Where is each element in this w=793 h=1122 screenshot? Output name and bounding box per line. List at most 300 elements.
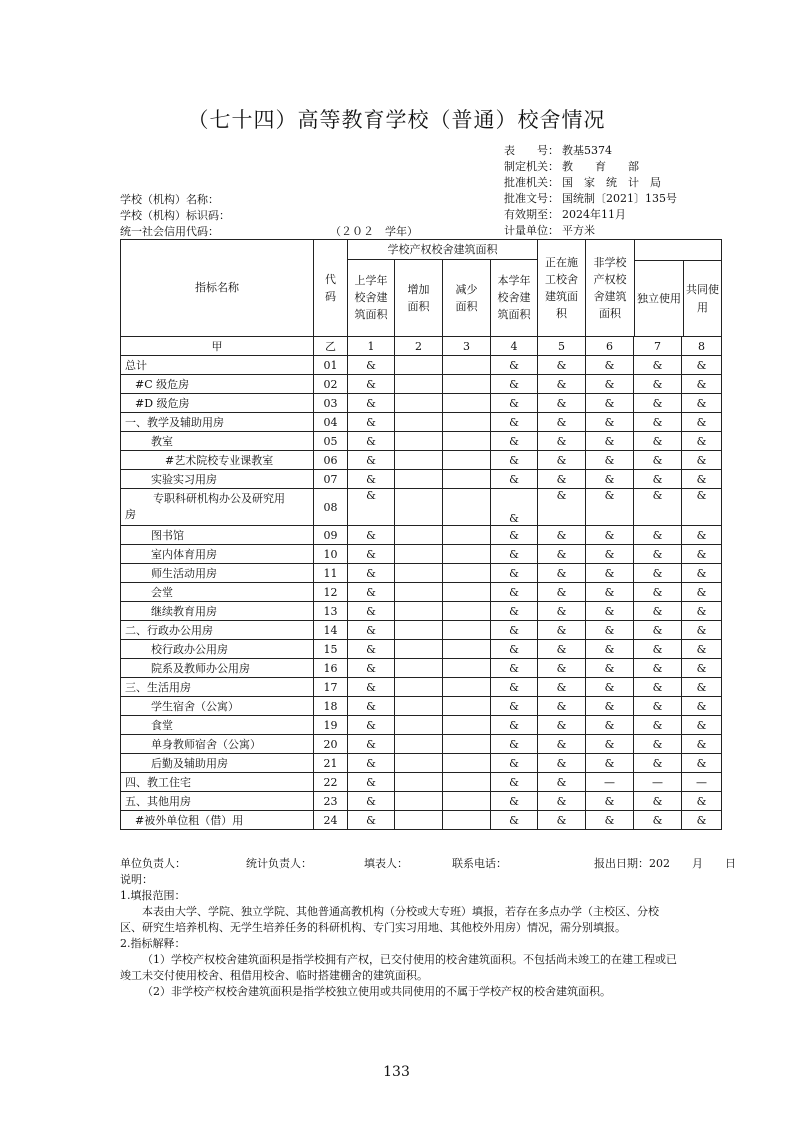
header-owned-area: 学校产权校舍建筑面积: [348, 240, 538, 260]
row-cell-c2: [395, 602, 443, 621]
row-cell-c2: [395, 697, 443, 716]
table-row: [121, 735, 722, 754]
notes-n2-a: （1）学校产权校舍建筑面积是指学校拥有产权，已交付使用的校舍建筑面积。不包括尚未竣工的在建工程或已竣工未交付使用校舍、租借用校舍、临时搭建棚舍的建筑面积。: [120, 953, 677, 982]
table-row: [121, 754, 722, 773]
row-cell-c4: &: [491, 451, 538, 470]
row-cell-c8: &: [682, 470, 722, 489]
header-col5: 正在施工校舍建筑面积: [538, 240, 586, 337]
row-cell-c7: &: [634, 375, 682, 394]
row-code: 12: [314, 583, 348, 602]
row-code: 13: [314, 602, 348, 621]
row-code: 16: [314, 659, 348, 678]
row-name: 二、行政办公用房: [121, 621, 314, 640]
footer-filler: 填表人：: [364, 857, 408, 870]
row-cell-c1: &: [348, 735, 395, 754]
page-title: （七十四）高等教育学校（普通）校舍情况: [187, 108, 606, 132]
row-cell-c8: &: [682, 356, 722, 375]
row-cell-c1: &: [348, 489, 395, 526]
row-cell-c5: &: [538, 451, 586, 470]
header-col1: 上学年校舍建筑面积: [348, 260, 395, 337]
row-cell-c3: [443, 659, 491, 678]
meta-approver: 批准机关： 国 家 统 计 局: [504, 176, 661, 189]
school-id-label: 学校（机构）标识码：: [120, 209, 230, 222]
row-cell-c3: [443, 621, 491, 640]
credit-code-label: 统一社会信用代码：: [120, 225, 219, 238]
row-cell-c2: [395, 621, 443, 640]
row-cell-c1: &: [348, 526, 395, 545]
row-cell-c4: &: [491, 356, 538, 375]
row-name: 食堂: [121, 716, 314, 735]
row-code: 15: [314, 640, 348, 659]
school-name-label: 学校（机构）名称：: [120, 193, 219, 206]
table-row: [121, 659, 722, 678]
row-cell-c8: &: [682, 564, 722, 583]
row-cell-c7: &: [634, 470, 682, 489]
row-cell-c6: &: [586, 526, 634, 545]
row-cell-c7: &: [634, 413, 682, 432]
row-cell-c3: [443, 375, 491, 394]
row-cell-c8: &: [682, 754, 722, 773]
table-row: [121, 773, 722, 792]
row-cell-c7: &: [634, 621, 682, 640]
row-cell-c3: [443, 716, 491, 735]
row-name: 实验实习用房: [121, 470, 314, 489]
row-cell-c8: &: [682, 697, 722, 716]
footer-stat-head: 统计负责人：: [246, 857, 312, 870]
row-code: 11: [314, 564, 348, 583]
meta-form-number: 表 号： 教基5374: [504, 144, 612, 157]
row-cell-c8: &: [682, 413, 722, 432]
table-row: [121, 811, 722, 830]
row-cell-c3: [443, 432, 491, 451]
row-cell-c3: [443, 356, 491, 375]
header-non-owned: 非学校产权校舍建筑面积 独立使用 共同使用: [586, 240, 722, 337]
row-code: 02: [314, 375, 348, 394]
row-code: 07: [314, 470, 348, 489]
table-row: [121, 792, 722, 811]
row-code: 19: [314, 716, 348, 735]
row-cell-c5: &: [538, 356, 586, 375]
table-row: [121, 375, 722, 394]
row-cell-c7: &: [634, 659, 682, 678]
header-indicator-name: 指标名称: [121, 240, 314, 337]
footer-date: 报出日期：202 月 日: [594, 857, 736, 870]
header-col3: 减少面积: [443, 260, 491, 337]
row-cell-c8: &: [682, 583, 722, 602]
row-code: 24: [314, 811, 348, 830]
row-cell-c4: &: [491, 678, 538, 697]
row-cell-c1: &: [348, 394, 395, 413]
table-row: [121, 432, 722, 451]
row-cell-c6: &: [586, 583, 634, 602]
footer-unit-head: 单位负责人：: [120, 857, 186, 870]
table-row: [121, 602, 722, 621]
row-cell-c7: &: [634, 583, 682, 602]
row-cell-c3: [443, 451, 491, 470]
row-code: 04: [314, 413, 348, 432]
row-cell-c8: &: [682, 526, 722, 545]
row-cell-c6: &: [586, 716, 634, 735]
row-cell-c2: [395, 754, 443, 773]
row-cell-c8: &: [682, 394, 722, 413]
row-cell-c4: &: [491, 583, 538, 602]
row-name: 师生活动用房: [121, 564, 314, 583]
header-shared: 共同使用: [686, 282, 720, 314]
row-cell-c4: &: [491, 413, 538, 432]
row-cell-c8: &: [682, 716, 722, 735]
row-name: 一、教学及辅助用房: [121, 413, 314, 432]
row-cell-c7: &: [634, 792, 682, 811]
row-cell-c2: [395, 792, 443, 811]
row-cell-c4: &: [491, 621, 538, 640]
row-cell-c4: &: [491, 375, 538, 394]
row-cell-c7: &: [634, 489, 682, 526]
header-col4: 本学年校舍建筑面积: [491, 260, 538, 337]
row-cell-c3: [443, 583, 491, 602]
row-cell-c8: &: [682, 602, 722, 621]
row-cell-c5: &: [538, 735, 586, 754]
row-name: #被外单位租（借）用: [121, 811, 314, 830]
row-cell-c5: &: [538, 697, 586, 716]
row-cell-c8: &: [682, 621, 722, 640]
row-name: 校行政办公用房: [121, 640, 314, 659]
row-cell-c8: &: [682, 811, 722, 830]
table-row: [121, 564, 722, 583]
row-cell-c5: &: [538, 678, 586, 697]
row-cell-c4: &: [491, 394, 538, 413]
meta-unit: 计量单位： 平方米: [504, 224, 595, 237]
row-cell-c6: &: [586, 792, 634, 811]
row-cell-c2: [395, 735, 443, 754]
row-cell-c4: &: [491, 545, 538, 564]
row-cell-c6: &: [586, 489, 634, 526]
building-area-table: [120, 239, 722, 830]
row-cell-c1: &: [348, 451, 395, 470]
row-cell-c8: &: [682, 659, 722, 678]
row-cell-c2: [395, 432, 443, 451]
row-cell-c5: &: [538, 489, 586, 526]
row-name: 总计: [121, 356, 314, 375]
row-cell-c4: &: [491, 602, 538, 621]
row-cell-c6: &: [586, 470, 634, 489]
row-name: #C 级危房: [121, 375, 314, 394]
row-cell-c3: [443, 564, 491, 583]
row-name: 继续教育用房: [121, 602, 314, 621]
school-year: （２０２ 学年）: [330, 225, 418, 238]
row-cell-c5: &: [538, 375, 586, 394]
row-cell-c1: &: [348, 545, 395, 564]
row-cell-c4: &: [491, 697, 538, 716]
row-cell-c5: &: [538, 716, 586, 735]
row-name: #艺术院校专业课教室: [121, 451, 314, 470]
row-cell-c7: &: [634, 356, 682, 375]
row-cell-c6: &: [586, 659, 634, 678]
row-name: 院系及教师办公用房: [121, 659, 314, 678]
row-cell-c7: &: [634, 735, 682, 754]
row-cell-c5: &: [538, 773, 586, 792]
row-cell-c3: [443, 792, 491, 811]
row-cell-c3: [443, 413, 491, 432]
row-cell-c8: &: [682, 678, 722, 697]
row-name: 后勤及辅助用房: [121, 754, 314, 773]
row-cell-c4: &: [491, 811, 538, 830]
row-cell-c4: &: [491, 432, 538, 451]
row-cell-c4: &: [491, 792, 538, 811]
row-cell-c1: &: [348, 640, 395, 659]
row-cell-c6: &: [586, 621, 634, 640]
row-cell-c1: &: [348, 413, 395, 432]
notes: [120, 872, 680, 1000]
row-cell-c7: &: [634, 811, 682, 830]
table-row: [121, 489, 722, 526]
notes-n1-body: 本表由大学、学院、独立学院、其他普通高教机构（分校或大专班）填报，若存在多点办学（主校区、分校区、研究生培养机构、无学生培养任务的科研机构、专门实习用地、其他校外用房）情况，需分别填报。: [120, 905, 659, 934]
row-cell-c5: &: [538, 564, 586, 583]
row-cell-c3: [443, 811, 491, 830]
row-cell-c2: [395, 678, 443, 697]
row-cell-c4: &: [491, 735, 538, 754]
row-cell-c1: &: [348, 697, 395, 716]
row-cell-c2: [395, 773, 443, 792]
row-cell-c8: &: [682, 792, 722, 811]
row-cell-c8: &: [682, 489, 722, 526]
row-cell-c4: &: [491, 754, 538, 773]
row-cell-c5: &: [538, 394, 586, 413]
row-name: 图书馆: [121, 526, 314, 545]
row-name: 三、生活用房: [121, 678, 314, 697]
notes-label: 说明：: [120, 873, 153, 886]
row-cell-c5: &: [538, 640, 586, 659]
row-cell-c5: &: [538, 583, 586, 602]
row-cell-c3: [443, 526, 491, 545]
row-cell-c7: &: [634, 640, 682, 659]
row-cell-c3: [443, 470, 491, 489]
row-cell-c2: [395, 413, 443, 432]
row-name: 五、其他用房: [121, 792, 314, 811]
header-number-row: 甲 乙 1 2 3 4 5 6 7 8: [121, 337, 722, 356]
row-cell-c4: &: [491, 489, 538, 526]
notes-n2-b: （2）非学校产权校舍建筑面积是指学校独立使用或共同使用的不属于学校产权的校舍建筑面积。: [142, 985, 611, 998]
row-cell-c1: &: [348, 375, 395, 394]
row-cell-c3: [443, 640, 491, 659]
row-cell-c7: &: [634, 754, 682, 773]
row-cell-c3: [443, 754, 491, 773]
row-cell-c8: &: [682, 432, 722, 451]
row-cell-c6: &: [586, 356, 634, 375]
footer-phone: 联系电话：: [452, 857, 507, 870]
notes-n2-title: 2.指标解释：: [120, 937, 186, 950]
table-row: [121, 716, 722, 735]
row-cell-c7: &: [634, 451, 682, 470]
row-name: 会堂: [121, 583, 314, 602]
row-code: 05: [314, 432, 348, 451]
row-cell-c6: &: [586, 451, 634, 470]
row-cell-c8: &: [682, 545, 722, 564]
row-cell-c8: &: [682, 451, 722, 470]
row-cell-c3: [443, 545, 491, 564]
row-cell-c1: &: [348, 773, 395, 792]
row-cell-c7: —: [634, 773, 682, 792]
meta-valid-until: 有效期至： 2024年11月: [504, 208, 626, 221]
row-cell-c4: &: [491, 659, 538, 678]
row-code: 03: [314, 394, 348, 413]
row-cell-c1: &: [348, 564, 395, 583]
row-cell-c6: &: [586, 413, 634, 432]
row-cell-c1: &: [348, 470, 395, 489]
row-cell-c5: &: [538, 413, 586, 432]
table-row: [121, 545, 722, 564]
row-cell-c5: &: [538, 659, 586, 678]
row-cell-c2: [395, 716, 443, 735]
row-cell-c7: &: [634, 545, 682, 564]
row-cell-c2: [395, 640, 443, 659]
meta-approval-no: 批准文号： 国统制〔2021〕135号: [504, 192, 677, 205]
row-cell-c6: &: [586, 432, 634, 451]
row-code: 23: [314, 792, 348, 811]
row-code: 01: [314, 356, 348, 375]
meta-issuer: 制定机关： 教 育 部: [504, 160, 639, 173]
row-cell-c1: &: [348, 621, 395, 640]
row-cell-c3: [443, 678, 491, 697]
table-row: [121, 697, 722, 716]
row-cell-c5: &: [538, 792, 586, 811]
row-cell-c7: &: [634, 564, 682, 583]
row-cell-c8: &: [682, 640, 722, 659]
row-cell-c2: [395, 451, 443, 470]
row-cell-c2: [395, 583, 443, 602]
row-cell-c6: —: [586, 773, 634, 792]
table-row: [121, 621, 722, 640]
table-row: [121, 583, 722, 602]
row-code: 22: [314, 773, 348, 792]
row-name: 室内体育用房: [121, 545, 314, 564]
row-code: 17: [314, 678, 348, 697]
row-cell-c7: &: [634, 697, 682, 716]
row-cell-c6: &: [586, 754, 634, 773]
row-cell-c6: &: [586, 678, 634, 697]
notes-n1-title: 1.填报范围：: [120, 889, 186, 902]
row-name: 教室: [121, 432, 314, 451]
row-code: 20: [314, 735, 348, 754]
row-name: 单身教师宿舍（公寓）: [121, 735, 314, 754]
row-cell-c7: &: [634, 678, 682, 697]
row-cell-c3: [443, 602, 491, 621]
row-code: 18: [314, 697, 348, 716]
row-cell-c6: &: [586, 735, 634, 754]
table-row: [121, 640, 722, 659]
row-cell-c7: &: [634, 394, 682, 413]
row-cell-c6: &: [586, 564, 634, 583]
row-name: 专职科研机构办公及研究用 房: [121, 489, 314, 526]
row-cell-c4: &: [491, 526, 538, 545]
table-row: [121, 451, 722, 470]
row-cell-c6: &: [586, 545, 634, 564]
table-row: [121, 526, 722, 545]
row-cell-c1: &: [348, 754, 395, 773]
row-cell-c3: [443, 735, 491, 754]
table-row: [121, 356, 722, 375]
row-name: 四、教工住宅: [121, 773, 314, 792]
row-cell-c8: &: [682, 735, 722, 754]
row-code: 21: [314, 754, 348, 773]
table-row: [121, 678, 722, 697]
row-cell-c4: &: [491, 716, 538, 735]
row-cell-c6: &: [586, 375, 634, 394]
row-cell-c5: &: [538, 432, 586, 451]
row-cell-c7: &: [634, 602, 682, 621]
page-number: 133: [383, 1064, 410, 1080]
row-cell-c7: &: [634, 526, 682, 545]
row-cell-c6: &: [586, 697, 634, 716]
row-cell-c3: [443, 394, 491, 413]
row-name: 学生宿舍（公寓）: [121, 697, 314, 716]
row-cell-c1: &: [348, 716, 395, 735]
row-cell-c1: &: [348, 792, 395, 811]
row-cell-c1: &: [348, 602, 395, 621]
row-cell-c8: —: [682, 773, 722, 792]
row-cell-c4: &: [491, 470, 538, 489]
row-cell-c2: [395, 545, 443, 564]
row-code: 10: [314, 545, 348, 564]
row-cell-c6: &: [586, 394, 634, 413]
row-cell-c2: [395, 811, 443, 830]
header-independent: 独立使用: [635, 261, 684, 336]
row-cell-c7: &: [634, 716, 682, 735]
row-cell-c5: &: [538, 621, 586, 640]
row-cell-c2: [395, 356, 443, 375]
row-cell-c2: [395, 375, 443, 394]
header-code: 代码: [314, 240, 348, 337]
row-cell-c6: &: [586, 640, 634, 659]
row-cell-c1: &: [348, 678, 395, 697]
row-cell-c2: [395, 470, 443, 489]
row-cell-c1: &: [348, 659, 395, 678]
row-cell-c4: &: [491, 640, 538, 659]
row-cell-c5: &: [538, 545, 586, 564]
row-cell-c5: &: [538, 470, 586, 489]
row-cell-c4: &: [491, 773, 538, 792]
row-cell-c2: [395, 659, 443, 678]
row-code: 06: [314, 451, 348, 470]
table-row: [121, 413, 722, 432]
row-cell-c2: [395, 394, 443, 413]
row-code: 08: [314, 489, 348, 526]
row-cell-c5: &: [538, 754, 586, 773]
row-cell-c2: [395, 564, 443, 583]
row-cell-c6: &: [586, 602, 634, 621]
row-cell-c3: [443, 489, 491, 526]
row-cell-c2: [395, 489, 443, 526]
table-row: [121, 470, 722, 489]
row-cell-c1: &: [348, 356, 395, 375]
row-cell-c8: &: [682, 375, 722, 394]
row-cell-c4: &: [491, 564, 538, 583]
row-name: #D 级危房: [121, 394, 314, 413]
table-row: [121, 394, 722, 413]
row-cell-c1: &: [348, 811, 395, 830]
row-cell-c5: &: [538, 526, 586, 545]
row-cell-c3: [443, 697, 491, 716]
row-cell-c1: &: [348, 583, 395, 602]
row-code: 14: [314, 621, 348, 640]
row-code: 09: [314, 526, 348, 545]
row-cell-c6: &: [586, 811, 634, 830]
row-cell-c7: &: [634, 432, 682, 451]
row-cell-c5: &: [538, 811, 586, 830]
row-cell-c1: &: [348, 432, 395, 451]
row-cell-c3: [443, 773, 491, 792]
row-cell-c5: &: [538, 602, 586, 621]
row-cell-c2: [395, 526, 443, 545]
